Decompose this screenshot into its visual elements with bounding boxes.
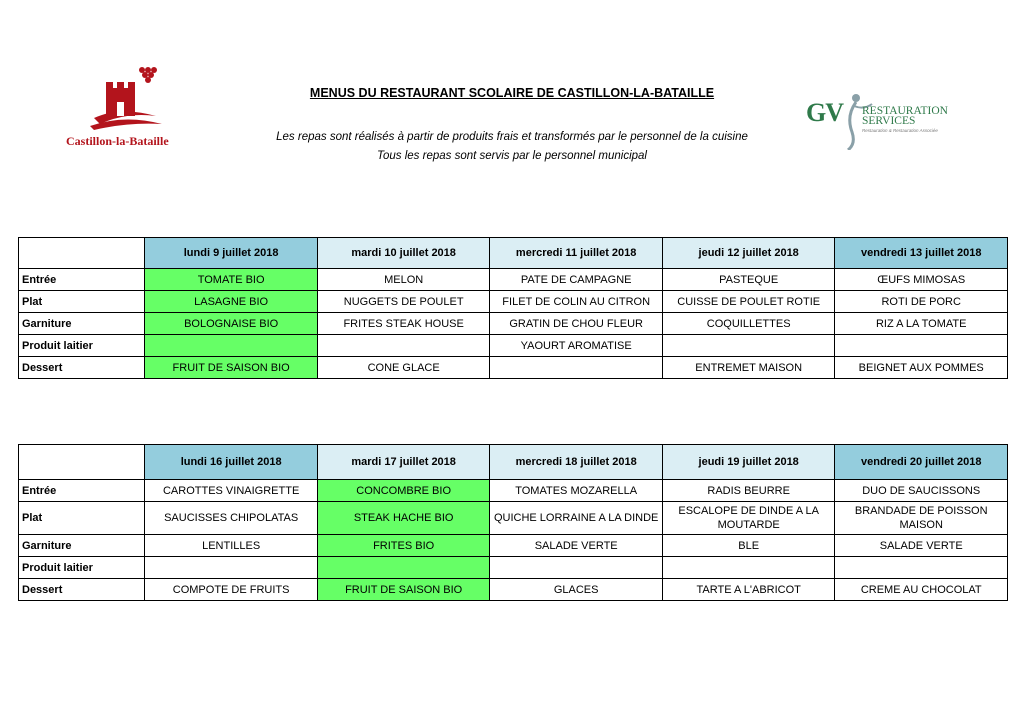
page-title: MENUS DU RESTAURANT SCOLAIRE DE CASTILLON-LA-BATAILLE bbox=[309, 86, 715, 100]
row-label: Dessert bbox=[19, 579, 145, 601]
menu-cell: QUICHE LORRAINE A LA DINDE bbox=[490, 502, 663, 535]
menu-cell: FRUIT DE SAISON BIO bbox=[145, 357, 318, 379]
table-row bbox=[19, 269, 1008, 291]
menu-cell: FILET DE COLIN AU CITRON bbox=[490, 291, 663, 313]
corner-cell bbox=[19, 445, 145, 480]
gv-brand-line2: SERVICES bbox=[862, 115, 916, 127]
row-label: Entrée bbox=[19, 480, 145, 502]
gv-brand bbox=[862, 106, 948, 126]
menu-cell: COMPOTE DE FRUITS bbox=[145, 579, 318, 601]
row-label: Plat bbox=[19, 291, 145, 313]
gv-brand-line1: RESTAURATION bbox=[862, 105, 948, 117]
menu-cell: MELON bbox=[317, 269, 490, 291]
day-header: mardi 10 juillet 2018 bbox=[317, 238, 490, 269]
menu-cell: COQUILLETTES bbox=[662, 313, 835, 335]
day-header: mercredi 11 juillet 2018 bbox=[490, 238, 663, 269]
table-row bbox=[19, 357, 1008, 379]
menu-cell bbox=[317, 557, 490, 579]
week1-header-row bbox=[19, 238, 1008, 269]
menu-cell: CONCOMBRE BIO bbox=[317, 480, 490, 502]
menu-cell bbox=[490, 557, 663, 579]
menu-cell bbox=[662, 335, 835, 357]
day-header: vendredi 13 juillet 2018 bbox=[835, 238, 1008, 269]
day-header: mardi 17 juillet 2018 bbox=[317, 445, 490, 480]
menu-cell: ESCALOPE DE DINDE A LA MOUTARDE bbox=[662, 502, 835, 535]
row-label: Plat bbox=[19, 502, 145, 535]
week1-menu-table bbox=[18, 237, 1008, 379]
table-row bbox=[19, 557, 1008, 579]
subtitle-line-1: Les repas sont réalisés à partir de produits frais et transformés par le personnel de la cuisine bbox=[276, 131, 748, 143]
menu-cell: CUISSE DE POULET ROTIE bbox=[662, 291, 835, 313]
row-label: Dessert bbox=[19, 357, 145, 379]
gv-initials: GV bbox=[806, 98, 843, 127]
menu-cell: ROTI DE PORC bbox=[835, 291, 1008, 313]
menu-cell bbox=[662, 557, 835, 579]
day-header: jeudi 19 juillet 2018 bbox=[662, 445, 835, 480]
menu-cell: FRITES STEAK HOUSE bbox=[317, 313, 490, 335]
menu-cell: FRITES BIO bbox=[317, 535, 490, 557]
table-row bbox=[19, 502, 1008, 535]
row-label: Garniture bbox=[19, 313, 145, 335]
row-label: Produit laitier bbox=[19, 335, 145, 357]
table-row bbox=[19, 335, 1008, 357]
subtitle-line-2: Tous les repas sont servis par le personnel municipal bbox=[377, 150, 647, 162]
menu-cell bbox=[317, 335, 490, 357]
menu-cell: BEIGNET AUX POMMES bbox=[835, 357, 1008, 379]
menu-cell: TOMATES MOZARELLA bbox=[490, 480, 663, 502]
menu-cell: ŒUFS MIMOSAS bbox=[835, 269, 1008, 291]
menu-cell: CREME AU CHOCOLAT bbox=[835, 579, 1008, 601]
table-row bbox=[19, 480, 1008, 502]
menu-cell: RIZ A LA TOMATE bbox=[835, 313, 1008, 335]
menu-cell: DUO DE SAUCISSONS bbox=[835, 480, 1008, 502]
menu-cell: STEAK HACHE BIO bbox=[317, 502, 490, 535]
menu-cell: PATE DE CAMPAGNE bbox=[490, 269, 663, 291]
menu-cell: BRANDADE DE POISSON MAISON bbox=[835, 502, 1008, 535]
menu-cell: NUGGETS DE POULET bbox=[317, 291, 490, 313]
menu-cell: TOMATE BIO bbox=[145, 269, 318, 291]
menu-cell: SALADE VERTE bbox=[835, 535, 1008, 557]
menu-cell: BLE bbox=[662, 535, 835, 557]
menu-cell: CAROTTES VINAIGRETTE bbox=[145, 480, 318, 502]
day-header: jeudi 12 juillet 2018 bbox=[662, 238, 835, 269]
menu-cell: SAUCISSES CHIPOLATAS bbox=[145, 502, 318, 535]
corner-cell bbox=[19, 238, 145, 269]
menu-cell: SALADE VERTE bbox=[490, 535, 663, 557]
menu-cell bbox=[145, 335, 318, 357]
table-row bbox=[19, 313, 1008, 335]
town-name: Castillon-la-Bataille bbox=[66, 134, 169, 148]
menu-cell: RADIS BEURRE bbox=[662, 480, 835, 502]
day-header: lundi 16 juillet 2018 bbox=[145, 445, 318, 480]
menu-cell: LENTILLES bbox=[145, 535, 318, 557]
gv-tagline: Restauration & Restauration Associée bbox=[862, 128, 938, 133]
table-row bbox=[19, 535, 1008, 557]
menu-cell: ENTREMET MAISON bbox=[662, 357, 835, 379]
menu-cell bbox=[835, 335, 1008, 357]
row-label: Garniture bbox=[19, 535, 145, 557]
menu-cell: YAOURT AROMATISE bbox=[490, 335, 663, 357]
day-header: vendredi 20 juillet 2018 bbox=[835, 445, 1008, 480]
table-row bbox=[19, 291, 1008, 313]
menu-cell bbox=[145, 557, 318, 579]
menu-cell: GLACES bbox=[490, 579, 663, 601]
menu-cell bbox=[490, 357, 663, 379]
day-header: mercredi 18 juillet 2018 bbox=[490, 445, 663, 480]
menu-cell: PASTEQUE bbox=[662, 269, 835, 291]
row-label: Entrée bbox=[19, 269, 145, 291]
gv-restauration-logo bbox=[804, 92, 974, 152]
row-label: Produit laitier bbox=[19, 557, 145, 579]
menu-cell: CONE GLACE bbox=[317, 357, 490, 379]
week2-menu-table bbox=[18, 444, 1008, 601]
menu-cell: LASAGNE BIO bbox=[145, 291, 318, 313]
menu-cell: TARTE A L'ABRICOT bbox=[662, 579, 835, 601]
menu-cell: GRATIN DE CHOU FLEUR bbox=[490, 313, 663, 335]
menu-cell bbox=[835, 557, 1008, 579]
table-row bbox=[19, 579, 1008, 601]
menu-cell: FRUIT DE SAISON BIO bbox=[317, 579, 490, 601]
menu-cell: BOLOGNAISE BIO bbox=[145, 313, 318, 335]
day-header: lundi 9 juillet 2018 bbox=[145, 238, 318, 269]
week2-header-row bbox=[19, 445, 1008, 480]
